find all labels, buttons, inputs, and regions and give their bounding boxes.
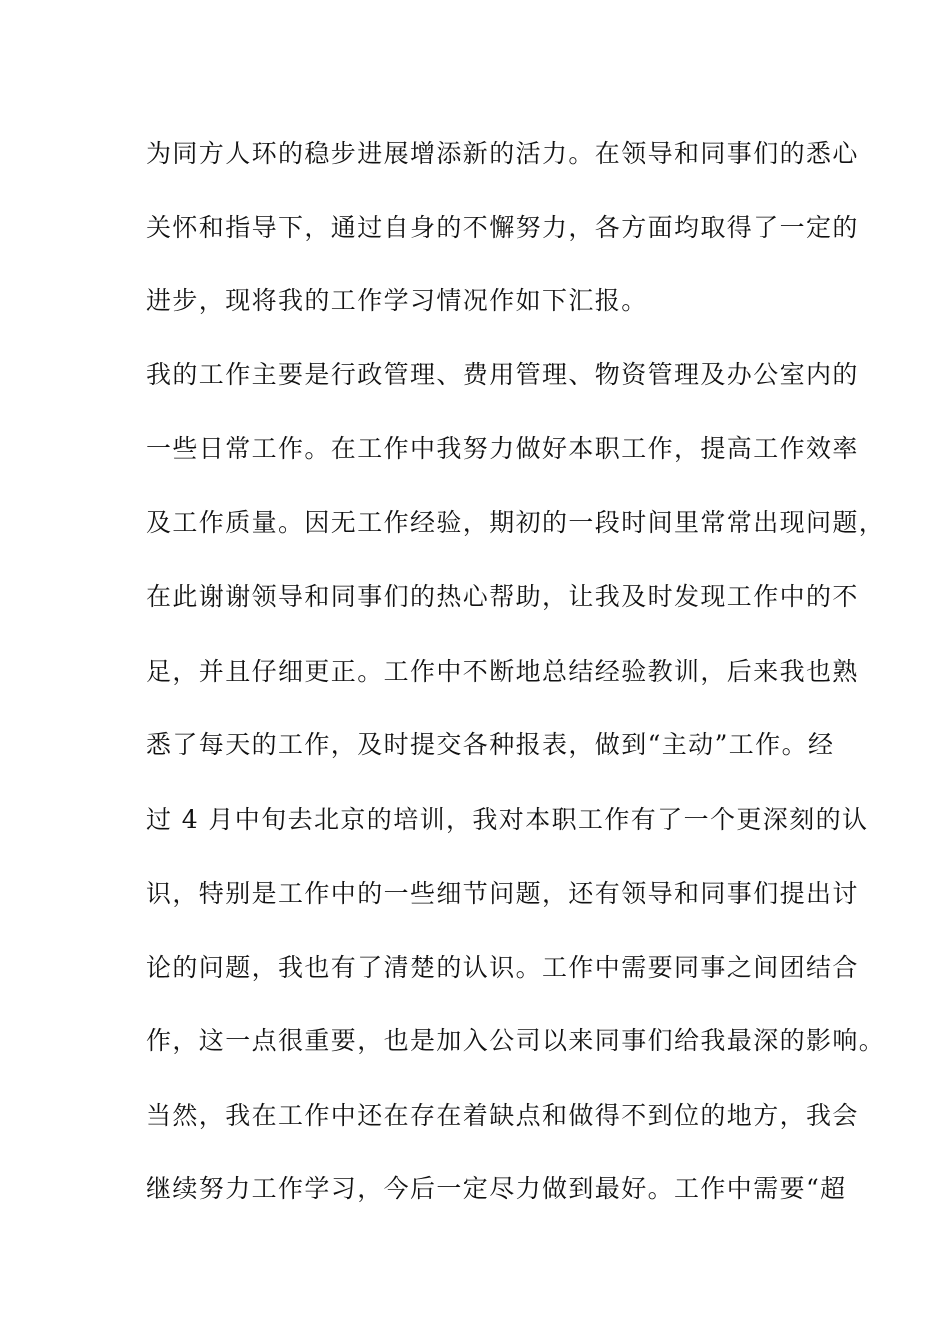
- text-line: 论的问题，我也有了清楚的认识。工作中需要同事之间团结合: [146, 953, 859, 982]
- text-line: 当然，我在工作中还在存在着缺点和做得不到位的地方，我会: [146, 1101, 859, 1130]
- text-line: 我的工作主要是行政管理、费用管理、物资管理及办公室内的: [146, 360, 859, 389]
- text-line: 及工作质量。因无工作经验，期初的一段时间里常常出现问题，: [146, 508, 886, 537]
- text-line: 一些日常工作。在工作中我努力做好本职工作，提高工作效率: [146, 434, 859, 463]
- text-line: 进步，现将我的工作学习情况作如下汇报。: [146, 286, 648, 315]
- text-line: 为同方人环的稳步进展增添新的活力。在领导和同事们的悉心: [146, 139, 859, 168]
- text-line: 在此谢谢领导和同事们的热心帮助，让我及时发现工作中的不: [146, 582, 859, 611]
- text-line: 作，这一点很重要，也是加入公司以来同事们给我最深的影响。: [146, 1026, 886, 1055]
- text-line: 过 4 月中旬去北京的培训，我对本职工作有了一个更深刻的认: [146, 805, 869, 834]
- text-line: 足，并且仔细更正。工作中不断地总结经验教训，后来我也熟: [146, 657, 859, 686]
- text-line: 悉了每天的工作，及时提交各种报表，做到“主动”工作。经: [146, 730, 835, 759]
- text-line: 继续努力工作学习，今后一定尽力做到最好。工作中需要“超: [146, 1174, 847, 1203]
- text-line: 识，特别是工作中的一些细节问题，还有领导和同事们提出讨: [146, 879, 859, 908]
- text-line: 关怀和指导下，通过自身的不懈努力，各方面均取得了一定的: [146, 213, 859, 242]
